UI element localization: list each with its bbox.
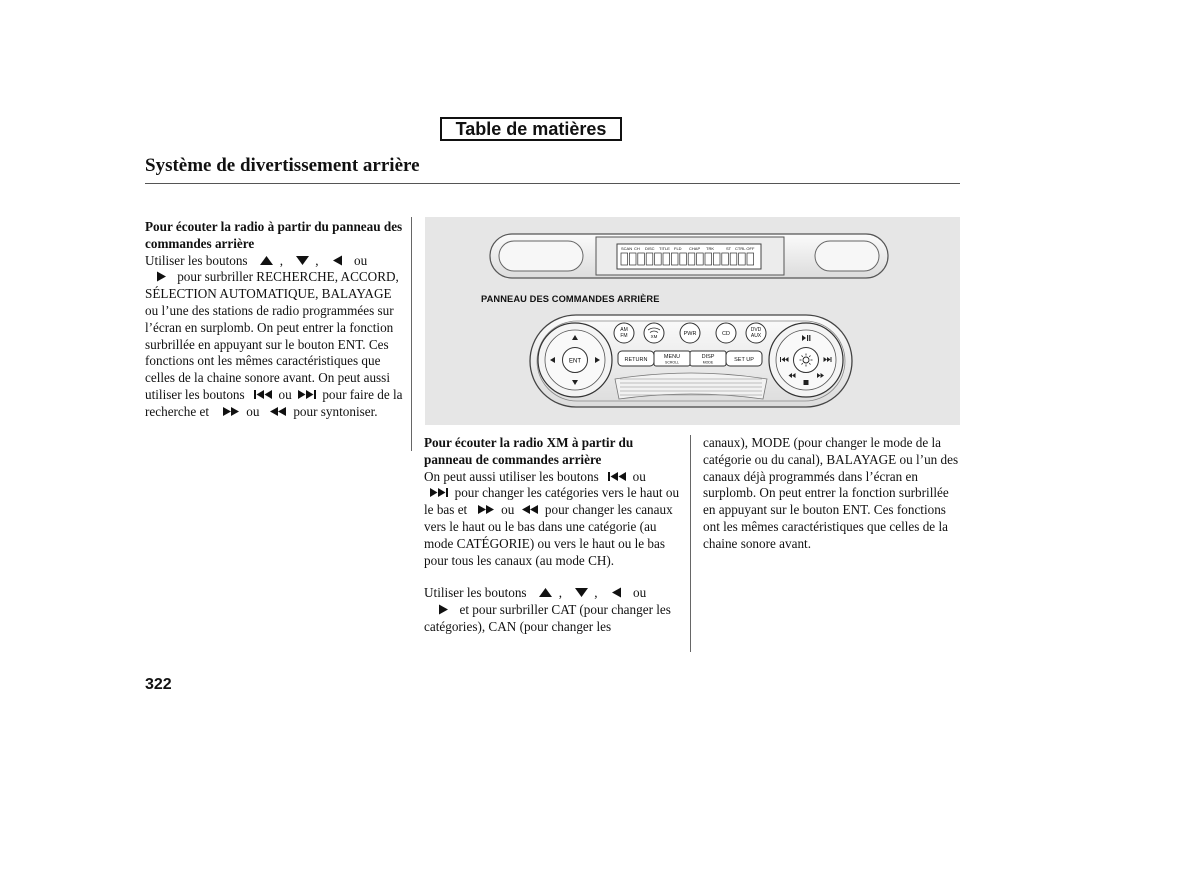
text-span: , xyxy=(558,585,563,601)
column-divider xyxy=(411,217,412,451)
fast-forward-icon xyxy=(476,504,496,515)
left-arrow-icon xyxy=(609,587,624,598)
indicator-st: ST xyxy=(726,246,732,251)
right-arrow-icon xyxy=(154,271,169,282)
paragraph-xm-radio xyxy=(424,469,680,570)
skip-forward-icon xyxy=(297,389,317,400)
down-arrow-icon xyxy=(574,587,589,598)
text-span: , xyxy=(279,252,284,268)
svg-text:DVD: DVD xyxy=(750,327,762,333)
left-arrow-icon xyxy=(330,255,345,266)
text-span: ou xyxy=(632,468,646,484)
figure-caption: PANNEAU DES COMMANDES ARRIÈRE xyxy=(481,294,660,304)
overhead-display-unit xyxy=(490,234,888,278)
paragraph-radio-rear xyxy=(145,253,407,421)
text-span: ou xyxy=(278,386,292,402)
menu-scroll-button[interactable] xyxy=(654,351,690,366)
down-arrow-icon xyxy=(295,255,310,266)
rear-control-panel xyxy=(530,315,852,407)
text-span: ou xyxy=(501,502,515,518)
column-divider xyxy=(690,435,691,652)
indicator-chap: CHAP xyxy=(689,246,701,251)
svg-text:FM: FM xyxy=(620,333,628,339)
stop-icon[interactable] xyxy=(804,380,809,385)
column-continued xyxy=(703,435,961,553)
text-span: et pour surbriller CAT (pour changer les catégories), CAN (pour changer les xyxy=(424,602,671,634)
up-arrow-icon xyxy=(259,255,274,266)
text-span: pour changer les canaux vers le haut ou le bas dans une catégorie (au mode CATÉGORIE) ou vers le haut ou le bas pour tous les canaux (au mode CH). xyxy=(424,502,673,568)
paragraph-xm-select xyxy=(424,585,680,635)
svg-text:XM: XM xyxy=(650,334,658,339)
table-of-contents-button[interactable]: Table de matières xyxy=(440,117,622,141)
xm-button[interactable] xyxy=(644,323,664,343)
indicator-ctrl-off: CTRL OFF xyxy=(735,246,755,251)
text-span: ou xyxy=(246,403,260,419)
skip-forward-icon xyxy=(429,487,449,498)
heading-xm-radio: Pour écouter la radio XM à partir du panneau de commandes arrière xyxy=(424,435,634,467)
disp-mode-button[interactable] xyxy=(690,351,726,366)
dvd-aux-button[interactable] xyxy=(746,323,766,343)
text-span: pour faire de la recherche et xyxy=(145,386,403,419)
right-arrow-icon xyxy=(436,604,451,615)
text-span: , xyxy=(594,585,598,601)
svg-text:MENU: MENU xyxy=(663,354,681,360)
heading-radio-rear: Pour écouter la radio à partir du panneau des commandes arrière xyxy=(145,219,403,251)
svg-text:DISP: DISP xyxy=(701,354,715,360)
indicator-scan: SCAN xyxy=(621,246,633,251)
paragraph-continued: canaux), MODE (pour changer le mode de la catégorie ou du canal), BALAYAGE ou l’un des canaux déjà programmés dans l’écran en surplomb. On peut entrer la fonction surbrillée en appuyant sur le bouton ENT. Ces fonctions ont les mêmes caractéristiques que celles de la chaine sonore avant. xyxy=(703,435,959,551)
cd-button[interactable] xyxy=(716,323,736,343)
rear-control-panel-figure xyxy=(425,217,960,425)
rewind-icon xyxy=(268,406,288,417)
rewind-icon xyxy=(520,504,540,515)
fast-forward-icon xyxy=(221,406,241,417)
text-span: On peut aussi utiliser les boutons xyxy=(424,468,599,484)
indicator-trk: TRK xyxy=(706,246,714,251)
svg-text:AUX: AUX xyxy=(750,333,762,339)
svg-text:MODE: MODE xyxy=(702,360,714,365)
skip-back-icon xyxy=(253,389,273,400)
text-span: Utiliser les boutons xyxy=(145,252,248,268)
am-fm-button[interactable] xyxy=(614,323,634,343)
svg-text:AM: AM xyxy=(620,327,628,333)
indicator-fld: FLD xyxy=(674,246,682,251)
text-span: pour surbriller RECHERCHE, ACCORD, SÉLECTION AUTOMATIQUE, BALAYAGE ou l’une des stations de radio programmées sur l’écran en surplomb. On peut entrer la fonction surbrillée en appuyant sur le bouton ENT. Ces fonctions ont les mêmes caractéristiques que celles de la chaine sonore avant. On peut aussi utiliser les boutons xyxy=(145,269,399,402)
text-span: pour syntoniser. xyxy=(293,403,378,419)
setup-button[interactable] xyxy=(726,351,762,366)
text-span: pour changer les catégories vers le haut ou le bas et xyxy=(424,485,680,518)
indicator-title: TITLE xyxy=(659,246,670,251)
left-dpad[interactable] xyxy=(538,323,612,397)
skip-back-icon xyxy=(607,471,627,482)
ent-button-label[interactable]: ENT xyxy=(569,358,581,365)
svg-text:PWR: PWR xyxy=(683,331,697,337)
text-span: , xyxy=(315,252,319,268)
svg-text:SET UP: SET UP xyxy=(734,357,754,363)
indicator-disc: DISC xyxy=(645,246,655,251)
text-span: Utiliser les boutons xyxy=(424,585,527,601)
playback-dial[interactable] xyxy=(769,323,843,397)
up-arrow-icon xyxy=(538,587,553,598)
return-button[interactable] xyxy=(618,351,654,366)
pwr-button[interactable] xyxy=(680,323,700,343)
column-radio-rear xyxy=(145,219,407,421)
page-number: 322 xyxy=(145,676,172,693)
svg-text:CD: CD xyxy=(722,331,730,337)
control-panel-illustration xyxy=(425,217,960,425)
text-span: ou xyxy=(354,252,368,268)
text-span: ou xyxy=(633,585,647,601)
svg-text:SCROLL: SCROLL xyxy=(664,360,680,365)
indicator-ch: CH xyxy=(634,246,640,251)
column-xm-radio xyxy=(424,435,680,636)
section-title: Système de divertissement arrière xyxy=(145,155,420,176)
title-divider xyxy=(145,183,960,184)
svg-text:RETURN: RETURN xyxy=(624,357,648,363)
speaker-grille xyxy=(615,373,767,399)
